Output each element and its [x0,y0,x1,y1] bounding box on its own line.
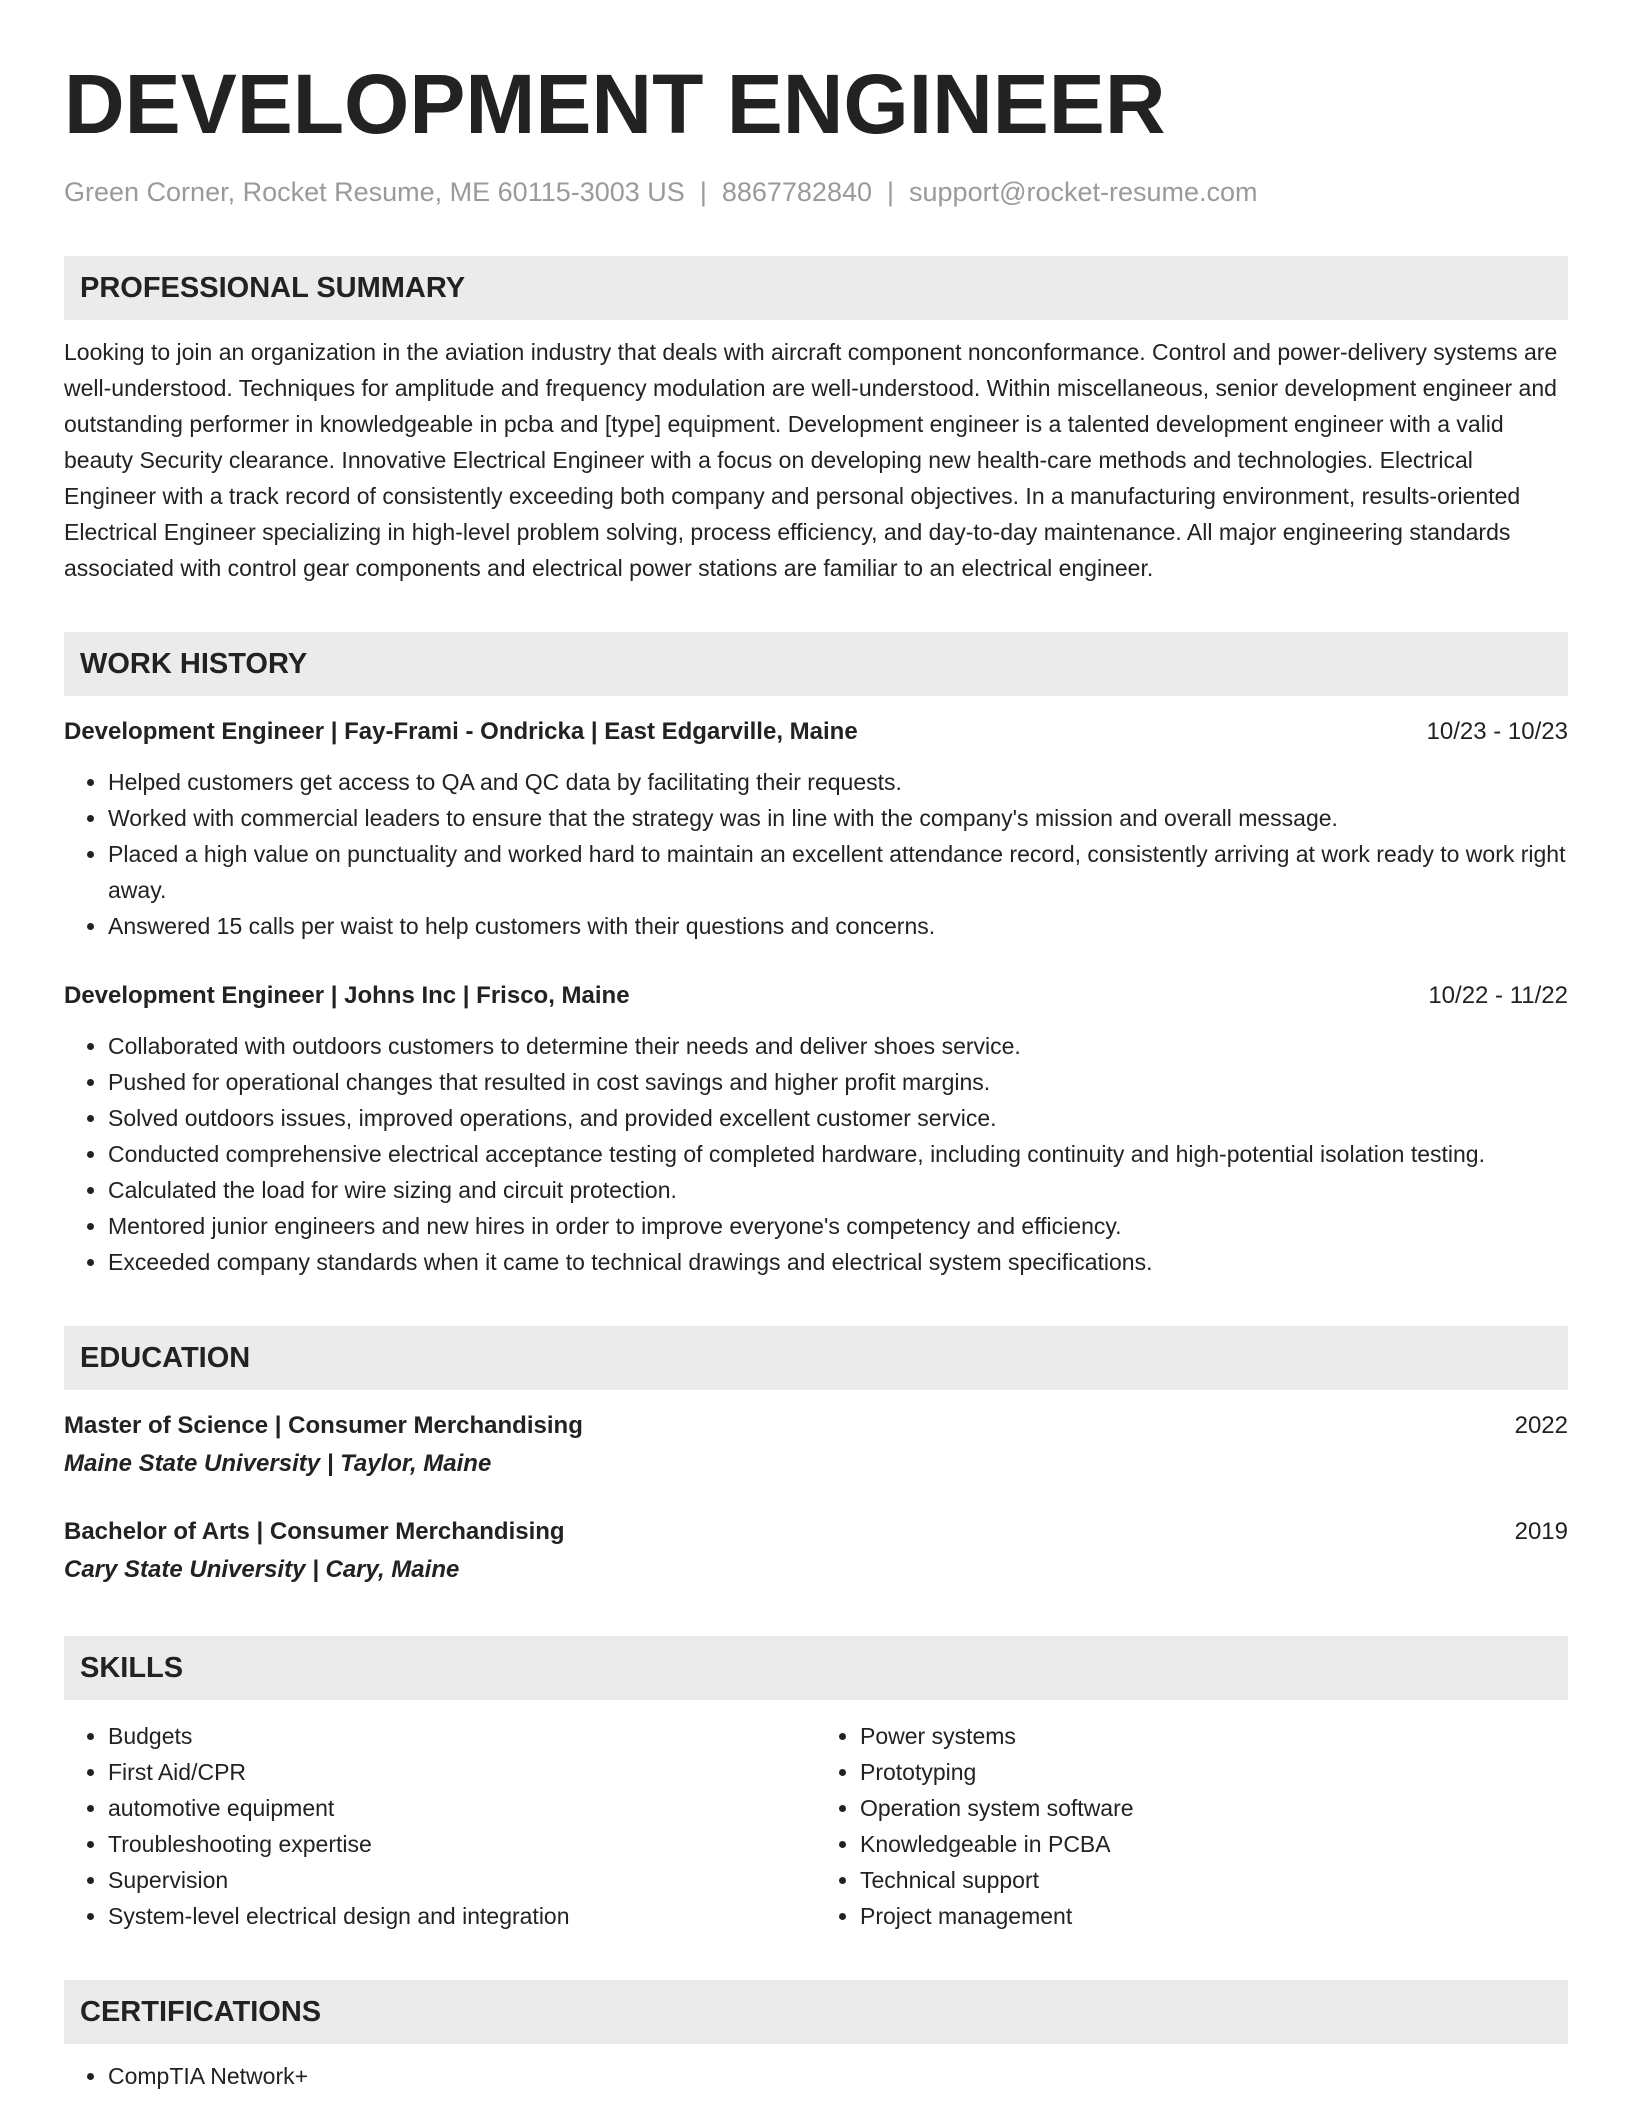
skill-item: • Knowledgeable in PCBA [860,1826,1568,1862]
education-degree: Master of Science | Consumer Merchandising [64,1412,583,1439]
contact-line [64,174,1568,210]
job-bullets [64,764,1568,944]
section-header-work: WORK HISTORY [64,632,1568,696]
job-title: Development Engineer | Fay-Frami - Ondricka | East Edgarville, Maine [64,718,858,745]
contact-address: Green Corner, Rocket Resume, ME 60115-3003 US [64,177,685,207]
section-header-certifications: CERTIFICATIONS [64,1980,1568,2044]
education-school: Cary State University | Cary, Maine [64,1556,460,1583]
certifications-list [64,2058,1568,2094]
job-bullet: • Answered 15 calls per waist to help customers with their questions and concerns. [108,908,1568,944]
job-bullet: • Calculated the load for wire sizing and circuit protection. [108,1172,1568,1208]
skill-item: • automotive equipment [108,1790,816,1826]
job-entry [64,714,1568,944]
skill-item: • Technical support [860,1862,1568,1898]
skill-item: • Project management [860,1898,1568,1934]
job-title: Development Engineer | Johns Inc | Frisco, Maine [64,982,630,1009]
job-dates: 10/23 - 10/23 [1426,718,1568,745]
job-bullets [64,1028,1568,1280]
section-header-skills: SKILLS [64,1636,1568,1700]
education-header [64,1514,1568,1550]
job-bullet: • Pushed for operational changes that resulted in cost savings and higher profit margins. [108,1064,1568,1100]
job-header [64,714,1568,750]
education-school: Maine State University | Taylor, Maine [64,1450,492,1477]
job-dates: 10/22 - 11/22 [1428,982,1568,1009]
education-year: 2019 [1514,1518,1568,1545]
summary-text: Looking to join an organization in the aviation industry that deals with aircraft component nonconformance. Control and power-delivery systems are well-understood. Techniques for amplitude and frequency modulation are well-understood. Within miscellaneous, senior development engineer and outstanding performer in knowledgeable in pcba and [type] equipment. Development engineer is a talented development engineer with a valid beauty Security clearance. Innovative Electrical Engineer with a focus on developing new health-care methods and technologies. Electrical Engineer with a track record of consistently exceeding both company and personal objectives. In a manufacturing environment, results-oriented Electrical Engineer specializing in high-level problem solving, process efficiency, and day-to-day maintenance. All major engineering standards associated with control gear components and electrical power stations are familiar to an electrical engineer. [64,339,1558,581]
certification-item: • CompTIA Network+ [108,2058,1568,2094]
job-bullet: • Conducted comprehensive electrical acceptance testing of completed hardware, including continuity and high-potential isolation testing. [108,1136,1568,1172]
skill-item: • Operation system software [860,1790,1568,1826]
contact-separator: | [887,177,895,207]
education-entry [64,1408,1568,1484]
section-header-education: EDUCATION [64,1326,1568,1390]
job-bullet: • Collaborated with outdoors customers to determine their needs and deliver shoes service. [108,1028,1568,1064]
skills-list-left [64,1718,816,1934]
skill-item: • Budgets [108,1718,816,1754]
contact-separator: | [699,177,707,207]
job-bullet: • Helped customers get access to QA and QC data by facilitating their requests. [108,764,1568,800]
job-bullet: • Solved outdoors issues, improved operations, and provided excellent customer service. [108,1100,1568,1136]
section-header-summary: PROFESSIONAL SUMMARY [64,256,1568,320]
skill-item: • First Aid/CPR [108,1754,816,1790]
skill-item: • System-level electrical design and integration [108,1898,816,1934]
education-year: 2022 [1514,1412,1568,1439]
skill-item: • Power systems [860,1718,1568,1754]
job-bullet: • Worked with commercial leaders to ensure that the strategy was in line with the company's mission and overall message. [108,800,1568,836]
education-degree: Bachelor of Arts | Consumer Merchandising [64,1518,565,1545]
skill-item: • Supervision [108,1862,816,1898]
contact-phone: 8867782840 [721,177,872,207]
resume-name: DEVELOPMENT ENGINEER [64,57,1166,151]
job-entry [64,978,1568,1280]
contact-email: support@rocket-resume.com [909,177,1258,207]
education-entry [64,1514,1568,1590]
job-bullet: • Exceeded company standards when it came to technical drawings and electrical system specifications. [108,1244,1568,1280]
skills-list-right [816,1718,1568,1934]
job-bullet: • Mentored junior engineers and new hires in order to improve everyone's competency and efficiency. [108,1208,1568,1244]
job-bullet: • Placed a high value on punctuality and worked hard to maintain an excellent attendance record, consistently arriving at work ready to work right away. [108,836,1568,908]
education-header [64,1408,1568,1444]
job-header [64,978,1568,1014]
skill-item: • Troubleshooting expertise [108,1826,816,1862]
skills-columns [64,1718,1568,1934]
skill-item: • Prototyping [860,1754,1568,1790]
